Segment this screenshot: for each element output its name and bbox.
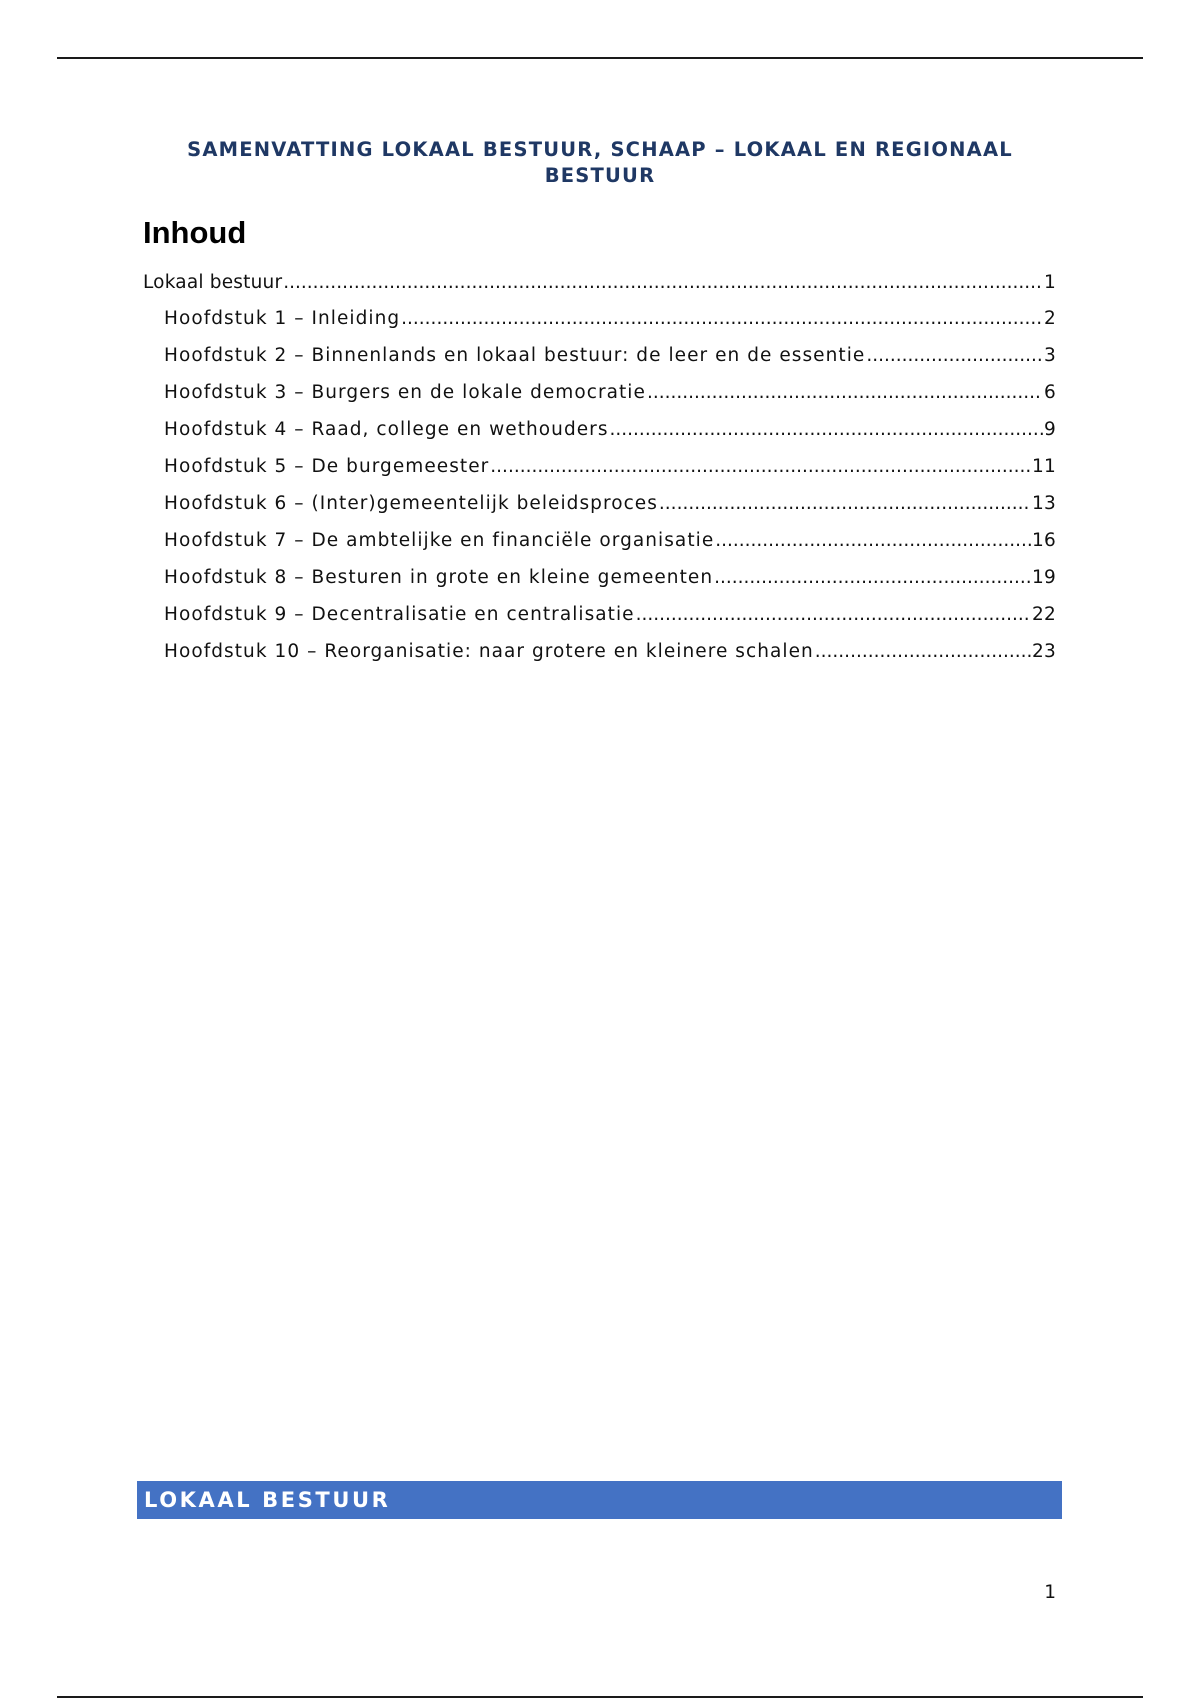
- toc-entry-page: 16: [1032, 530, 1056, 551]
- toc-entry-page: 23: [1032, 641, 1056, 662]
- toc-entry-label: Hoofdstuk 7 – De ambtelijke en financiële organisatie: [164, 530, 715, 551]
- toc-entry-page: 2: [1044, 308, 1056, 329]
- toc-heading: Inhoud: [143, 215, 247, 250]
- footer-rule: [57, 1696, 1143, 1698]
- toc-entry-hoofdstuk-5[interactable]: [164, 454, 1056, 480]
- toc-entry-hoofdstuk-2[interactable]: [164, 343, 1056, 369]
- toc-entry-label: Hoofdstuk 5 – De burgemeester: [164, 456, 490, 477]
- toc-entry-label: Hoofdstuk 3 – Burgers en de lokale democratie: [164, 382, 646, 403]
- toc-dot-leader: [815, 639, 1031, 665]
- header-rule: [57, 57, 1143, 59]
- toc-entry-label: Hoofdstuk 8 – Besturen in grote en kleine gemeenten: [164, 567, 714, 588]
- toc-dot-leader: [659, 491, 1031, 517]
- toc-entry-page: 3: [1044, 345, 1056, 366]
- toc-entry-hoofdstuk-9[interactable]: [164, 602, 1056, 628]
- toc-entry-hoofdstuk-4[interactable]: [164, 417, 1056, 443]
- toc-entry-page: 13: [1032, 493, 1056, 514]
- toc-entry-page: 1: [1044, 272, 1056, 293]
- toc-dot-leader: [715, 528, 1031, 554]
- toc-entry-hoofdstuk-3[interactable]: [164, 380, 1056, 406]
- toc-entry-lokaal-bestuur[interactable]: [143, 270, 1056, 296]
- toc-entry-hoofdstuk-8[interactable]: [164, 565, 1056, 591]
- page-number: 1: [1044, 1582, 1056, 1603]
- toc-entry-page: 6: [1044, 382, 1056, 403]
- toc-entry-page: 11: [1032, 456, 1056, 477]
- toc-dot-leader: [866, 343, 1043, 369]
- toc-dot-leader: [401, 306, 1043, 332]
- toc-dot-leader: [647, 380, 1043, 406]
- toc-dot-leader: [714, 565, 1031, 591]
- toc-entry-page: 9: [1044, 419, 1056, 440]
- toc-entry-label: Hoofdstuk 1 – Inleiding: [164, 308, 401, 329]
- toc-entry-hoofdstuk-1[interactable]: [164, 306, 1056, 332]
- toc-entry-label: Hoofdstuk 10 – Reorganisatie: naar grotere en kleinere schalen: [164, 641, 814, 662]
- toc-entry-page: 19: [1032, 567, 1056, 588]
- toc-dot-leader: [610, 417, 1043, 443]
- document-title: SAMENVATTING LOKAAL BESTUUR, SCHAAP – LOKAAL EN REGIONAAL BESTUUR: [187, 138, 1013, 187]
- toc-entry-hoofdstuk-7[interactable]: [164, 528, 1056, 554]
- toc-entry-label: Hoofdstuk 6 – (Inter)gemeentelijk beleidsproces: [164, 493, 658, 514]
- toc-entry-hoofdstuk-6[interactable]: [164, 491, 1056, 517]
- toc-entry-label: Hoofdstuk 2 – Binnenlands en lokaal bestuur: de leer en de essentie: [164, 345, 866, 366]
- toc-dot-leader: [636, 602, 1031, 628]
- toc-entry-page: 22: [1032, 604, 1056, 625]
- toc-dot-leader: [283, 270, 1043, 296]
- toc-dot-leader: [490, 454, 1031, 480]
- toc-entry-label: Lokaal bestuur: [143, 272, 283, 293]
- toc-entry-label: Hoofdstuk 9 – Decentralisatie en centralisatie: [164, 604, 635, 625]
- section-heading-lokaal-bestuur: LOKAAL BESTUUR: [137, 1481, 1062, 1519]
- toc-entry-label: Hoofdstuk 4 – Raad, college en wethouders: [164, 419, 609, 440]
- toc-entry-hoofdstuk-10[interactable]: [164, 639, 1056, 665]
